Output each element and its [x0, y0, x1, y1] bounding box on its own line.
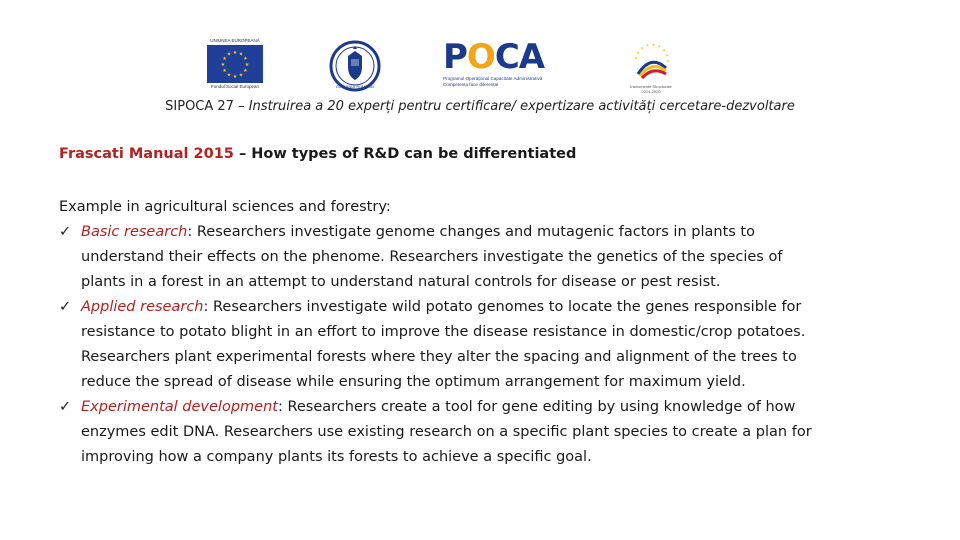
project-title — [0, 99, 960, 114]
uefi-star-icon: ★ — [657, 43, 662, 49]
poca-letter: O — [466, 37, 495, 77]
checkmark-icon: ✓ — [59, 224, 72, 240]
eu-star-icon: ★ — [232, 74, 238, 80]
list-item-line — [81, 220, 909, 245]
eu-star-icon: ★ — [243, 68, 248, 74]
item-text: improving how a company plants its forests to achieve a specific goal. — [81, 449, 592, 465]
uefi-star-icon: ★ — [645, 42, 650, 48]
item-text: plants in a forest in an attempt to understand natural controls for disease or pest resist. — [81, 274, 721, 290]
uefi-star-icon: ★ — [662, 47, 666, 53]
eu-star-icon: ★ — [222, 68, 227, 74]
uefi-star-icon: ★ — [636, 49, 640, 55]
uefi-star-icon: ★ — [665, 52, 669, 58]
slide-heading — [59, 146, 576, 162]
eu-star-icon: ★ — [244, 62, 250, 68]
item-text: : Researchers investigate genome changes and mutagenic factors in plants to — [187, 224, 755, 240]
item-text: Researchers plant experimental forests where they alter the spacing and alignment of the trees to — [81, 349, 797, 365]
uefi-star-icon: ★ — [634, 55, 638, 61]
project-code: SIPOCA 27 – — [165, 99, 249, 114]
example-list — [59, 220, 909, 470]
term-basic-research: Basic research — [81, 224, 188, 240]
structural-instruments-logo — [622, 40, 680, 96]
poca-letter: A — [518, 37, 545, 77]
eu-star-icon: ★ — [232, 50, 238, 56]
eu-logo-bottom-text: Fondul Social European — [210, 84, 260, 89]
eu-star-icon: ★ — [238, 72, 244, 79]
item-text: : Researchers investigate wild potato genomes to locate the genes responsible for — [203, 299, 802, 315]
eu-flag — [207, 45, 263, 83]
poca-logo — [443, 38, 565, 94]
checkmark-icon: ✓ — [59, 399, 72, 415]
uefi-star-icon: ★ — [666, 58, 670, 64]
list-item-basic-research — [59, 220, 909, 295]
item-text: understand their effects on the phenome. Researchers investigate the genetics of the species of — [81, 249, 783, 265]
poca-wordmark — [443, 38, 565, 76]
list-item-experimental-development — [59, 395, 909, 470]
svg-text:GUVERNUL ROMÂNIEI: GUVERNUL ROMÂNIEI — [335, 85, 375, 89]
item-text: : Researchers create a tool for gene editing by using knowledge of how — [277, 399, 796, 415]
poca-subtitle: Programul Operațional Capacitate Administrativă — [443, 76, 543, 81]
list-item-line — [81, 295, 909, 320]
eu-logo-top-text: UNIUNEA EUROPEANĂ — [210, 38, 260, 43]
term-applied-research: Applied research — [81, 299, 204, 315]
item-text: reduce the spread of disease while ensuring the optimum arrangement for maximum yield. — [81, 374, 746, 390]
poca-letter: C — [494, 37, 519, 77]
poca-slogan: Competența face diferența! — [443, 82, 499, 87]
eu-star-icon: ★ — [220, 62, 226, 68]
eu-star-icon: ★ — [226, 51, 232, 58]
eu-star-icon: ★ — [238, 51, 244, 58]
item-text: enzymes edit DNA. Researchers use existing research on a specific plant species to create a plan for — [81, 424, 812, 440]
eu-star-icon: ★ — [222, 56, 227, 62]
eu-logo — [205, 38, 265, 94]
list-item-line — [81, 395, 909, 420]
structural-instruments-emblem-icon — [622, 40, 680, 80]
uefi-star-icon: ★ — [640, 45, 644, 51]
heading-topic: – How types of R&D can be differentiated — [233, 146, 577, 162]
uefi-star-icon: ★ — [651, 42, 656, 48]
slide-body — [59, 195, 909, 470]
structural-instruments-years: 2014-2020 — [641, 89, 661, 94]
logo-bar — [0, 34, 960, 96]
eu-star-icon: ★ — [243, 56, 248, 62]
structural-instruments-caption: Instrumente Structurale — [630, 84, 672, 89]
coat-of-arms-icon — [329, 40, 381, 92]
list-item-applied-research — [59, 295, 909, 395]
eu-stars-icon — [207, 45, 263, 83]
checkmark-icon: ✓ — [59, 299, 72, 315]
item-text: resistance to potato blight in an effort to improve the disease resistance in domestic/crop potatoes. — [81, 324, 806, 340]
term-experimental-development: Experimental development — [81, 399, 278, 415]
intro-text: Example in agricultural sciences and forestry: — [59, 199, 391, 215]
eu-star-icon: ★ — [226, 72, 232, 79]
heading-source: Frascati Manual 2015 — [59, 146, 234, 162]
project-description: Instruirea a 20 experți pentru certificare/ expertizare activități cercetare-dezvoltare — [248, 99, 795, 114]
poca-letter: P — [443, 37, 467, 77]
government-of-romania-logo — [329, 40, 381, 92]
